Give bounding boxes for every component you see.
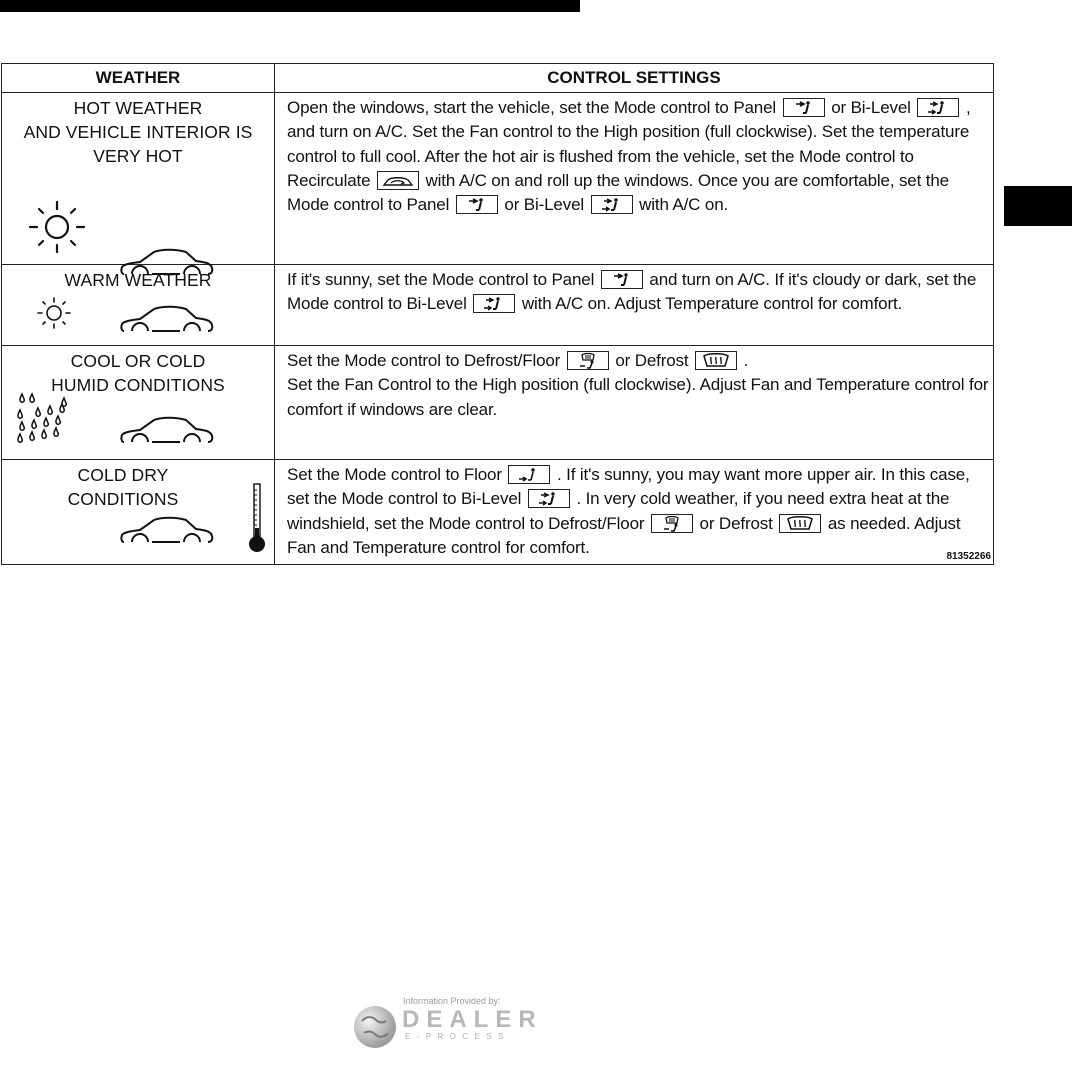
car-icon	[118, 414, 216, 450]
instruction-text: or Defrost	[699, 513, 773, 533]
weather-column-header: WEATHER	[2, 64, 275, 93]
table-row	[2, 460, 994, 565]
weather-label-line: COOL OR COLD	[70, 351, 206, 371]
weather-cell-warm	[2, 265, 275, 346]
control-settings-text	[275, 460, 993, 564]
watermark-caption: Information Provided by:	[403, 996, 501, 1006]
defrost-mode-icon	[779, 514, 821, 533]
weather-label-line: HUMID CONDITIONS	[51, 375, 225, 395]
watermark-sub-brand: E-PROCESS	[405, 1032, 510, 1041]
top-rule-bar	[0, 0, 580, 12]
instruction-text: or Bi-Level	[831, 98, 911, 117]
defrost-floor-mode-icon	[651, 514, 693, 533]
instruction-text: with A/C on.	[639, 195, 729, 215]
sun-large-icon	[26, 199, 90, 255]
control-cell-cold-dry	[275, 460, 994, 565]
instruction-text: , and turn on A/C. Set the Fan control to the High position (full clockwise). Set the temperature control to full cool. After the hot air is flushed from the vehicle, set the Mode control to Recirculate	[287, 98, 971, 190]
panel-mode-icon	[456, 195, 498, 214]
instruction-text: with A/C on. Adjust Temperature control for comfort.	[521, 294, 903, 314]
figure-id: 81352266	[946, 551, 991, 563]
instruction-text: Set the Fan Control to the High position (full clockwise). Adjust Fan and Temperature control for comfort if windows are clear.	[287, 375, 989, 419]
weather-cell-humid	[2, 346, 275, 460]
weather-cell-hot	[2, 93, 275, 265]
car-icon	[118, 303, 216, 339]
instruction-text: If it's sunny, set the Mode control to Panel	[287, 270, 595, 289]
panel-mode-icon	[783, 98, 825, 117]
dealer-eprocess-watermark	[352, 996, 562, 1056]
table-row	[2, 346, 994, 460]
recirculate-mode-icon	[377, 171, 419, 190]
weather-label-line: WARM WEATHER	[64, 270, 212, 290]
defrost-floor-mode-icon	[567, 351, 609, 370]
control-cell-humid	[275, 346, 994, 460]
instruction-text: as needed. Adjust Fan and Temperature control for comfort.	[287, 513, 961, 557]
instruction-text: .	[743, 351, 749, 370]
instruction-text: and turn on A/C. If it's cloudy or dark, set the Mode control to Bi-Level	[287, 270, 977, 314]
instruction-text: Set the Mode control to Defrost/Floor	[287, 351, 561, 370]
control-settings-text	[275, 346, 993, 426]
weather-label-line: COLD DRY	[77, 465, 169, 485]
weather-label-line: CONDITIONS	[67, 489, 179, 509]
control-cell-hot	[275, 93, 994, 265]
panel-mode-icon	[601, 270, 643, 289]
control-settings-column-header: CONTROL SETTINGS	[275, 64, 994, 93]
bilevel-mode-icon	[917, 98, 959, 117]
control-settings-text	[275, 93, 993, 221]
table-row	[2, 265, 994, 346]
weather-label-line: VERY HOT	[93, 146, 183, 166]
defrost-mode-icon	[695, 351, 737, 370]
floor-mode-icon	[508, 465, 550, 484]
globe-logo-icon	[352, 1004, 398, 1050]
weather-label-line: HOT WEATHER	[73, 98, 203, 118]
weather-cell-cold-dry	[2, 460, 275, 565]
instruction-text: or Bi-Level	[504, 195, 584, 215]
instruction-text: . In very cold weather, if you need extra heat at the windshield, set the Mode control to Defrost/Floor	[287, 489, 950, 533]
control-settings-text	[275, 265, 993, 321]
bilevel-mode-icon	[528, 489, 570, 508]
car-icon	[118, 514, 216, 550]
instruction-text: Open the windows, start the vehicle, set the Mode control to Panel	[287, 98, 777, 117]
bilevel-mode-icon	[473, 294, 515, 313]
instruction-text: . If it's sunny, you may want more upper air. In this case, set the Mode control to Bi-Level	[287, 465, 970, 509]
table-header-row	[2, 64, 994, 93]
control-cell-warm	[275, 265, 994, 346]
section-tab-marker	[1004, 186, 1072, 226]
watermark-brand: DEALER	[402, 1006, 543, 1033]
instruction-text: with A/C on and roll up the windows. Once you are comfortable, set the Mode control to Panel	[287, 170, 949, 215]
table-row	[2, 93, 994, 265]
raindrops-icon	[16, 392, 74, 452]
weather-label-line: AND VEHICLE INTERIOR IS	[23, 122, 253, 142]
climate-control-guide-table	[1, 63, 994, 565]
instruction-text: Set the Mode control to Floor	[287, 465, 502, 484]
sun-small-icon	[34, 295, 74, 331]
thermometer-icon	[245, 482, 269, 554]
bilevel-mode-icon	[591, 195, 633, 214]
instruction-text: or Defrost	[615, 351, 689, 370]
